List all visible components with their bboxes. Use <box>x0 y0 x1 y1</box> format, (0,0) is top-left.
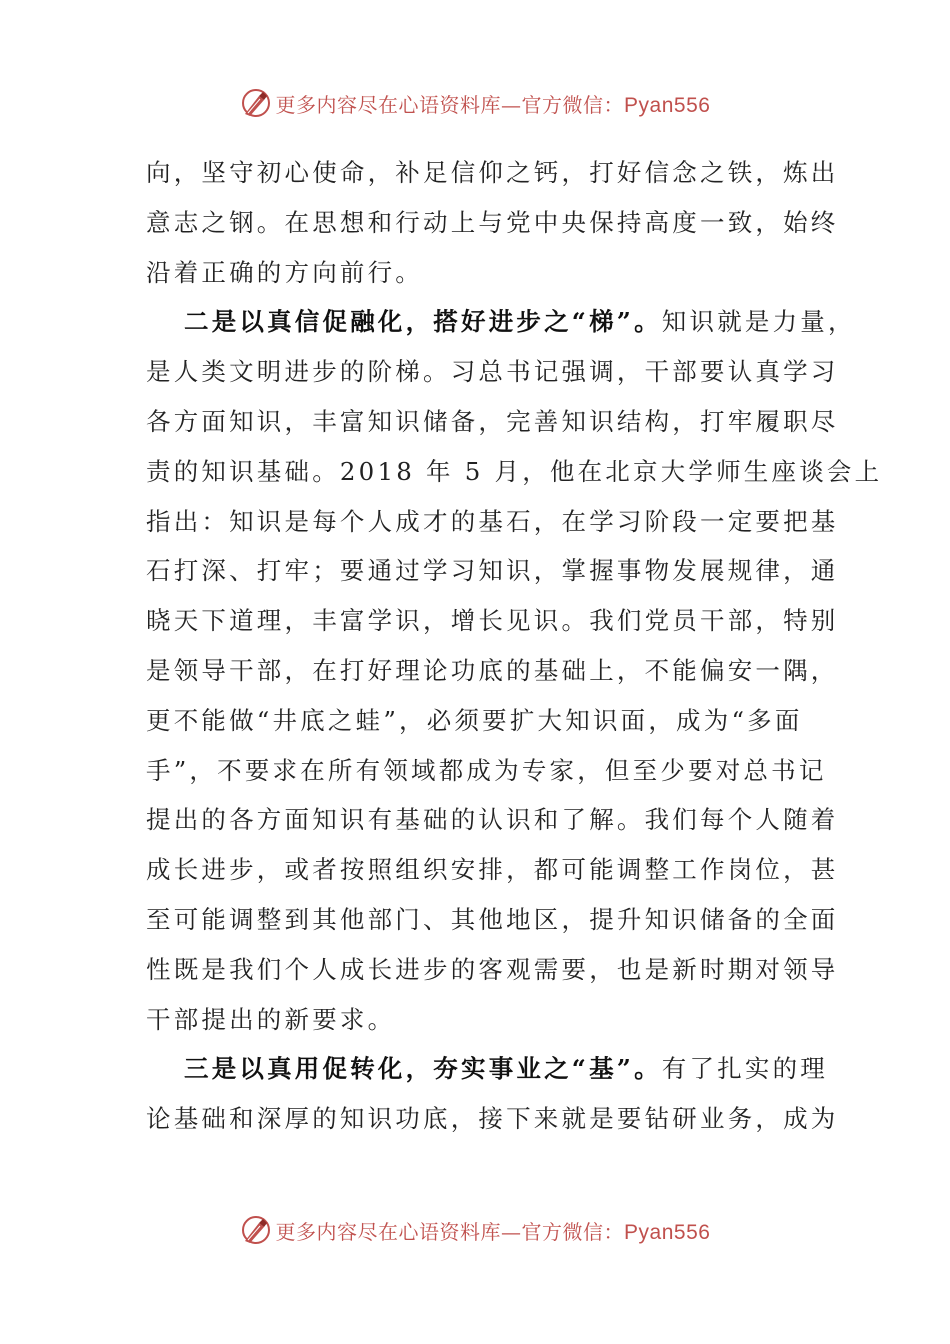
body-line: 石打深、打牢；要通过学习知识，掌握事物发展规律，通 <box>146 556 839 586</box>
body-line: 指出：知识是每个人成才的基石，在学习阶段一定要把基 <box>146 506 839 536</box>
header-banner-text: 更多内容尽在心语资料库—官方微信：Pyan556 <box>275 92 711 117</box>
section-heading: 二是以真信促融化，搭好进步之“梯”。 <box>184 307 662 337</box>
header-watermark-banner <box>0 83 950 123</box>
body-text: 知识就是力量， <box>661 307 856 337</box>
body-line: 提出的各方面知识有基础的认识和了解。我们每个人随着 <box>146 805 839 835</box>
footer-wechat-handle: Pyan556 <box>624 1220 711 1244</box>
body-line: 责的知识基础。2018 年 5 月，他在北京大学师生座谈会上 <box>146 456 883 486</box>
body-line: 是领导干部，在打好理论功底的基础上，不能偏安一隅， <box>146 655 839 685</box>
body-line: 沿着正确的方向前行。 <box>146 257 423 287</box>
body-line: 各方面知识，丰富知识储备，完善知识结构，打牢履职尽 <box>146 406 839 436</box>
body-line-heading <box>146 1044 828 1094</box>
document-body <box>146 148 883 1144</box>
pen-nib-logo-icon <box>240 1214 272 1246</box>
body-line: 性既是我们个人成长进步的客观需要，也是新时期对领导 <box>146 954 839 984</box>
body-line: 手”，不要求在所有领域都成为专家，但至少要对总书记 <box>146 755 827 785</box>
footer-watermark-banner <box>0 1210 950 1250</box>
body-line: 成长进步，或者按照组织安排，都可能调整工作岗位，甚 <box>146 855 839 885</box>
body-line-heading <box>146 297 856 347</box>
body-line: 更不能做“井底之蛙”，必须要扩大知识面，成为“多面 <box>146 705 803 735</box>
body-text: 有了扎实的理 <box>661 1054 828 1084</box>
body-line: 论基础和深厚的知识功底，接下来就是要钻研业务，成为 <box>146 1104 839 1134</box>
body-line: 意志之钢。在思想和行动上与党中央保持高度一致，始终 <box>146 207 839 237</box>
pen-nib-logo-icon <box>240 87 272 119</box>
body-line: 干部提出的新要求。 <box>146 1004 396 1034</box>
body-line: 晓天下道理，丰富学识，增长见识。我们党员干部，特别 <box>146 606 839 636</box>
body-line: 是人类文明进步的阶梯。习总书记强调，干部要认真学习 <box>146 357 839 387</box>
footer-banner-text: 更多内容尽在心语资料库—官方微信：Pyan556 <box>275 1219 711 1244</box>
body-line: 至可能调整到其他部门、其他地区，提升知识储备的全面 <box>146 904 839 934</box>
body-line: 向，坚守初心使命，补足信仰之钙，打好信念之铁，炼出 <box>146 158 839 187</box>
section-heading: 三是以真用促转化，夯实事业之“基”。 <box>184 1054 662 1084</box>
header-wechat-handle: Pyan556 <box>624 93 711 117</box>
